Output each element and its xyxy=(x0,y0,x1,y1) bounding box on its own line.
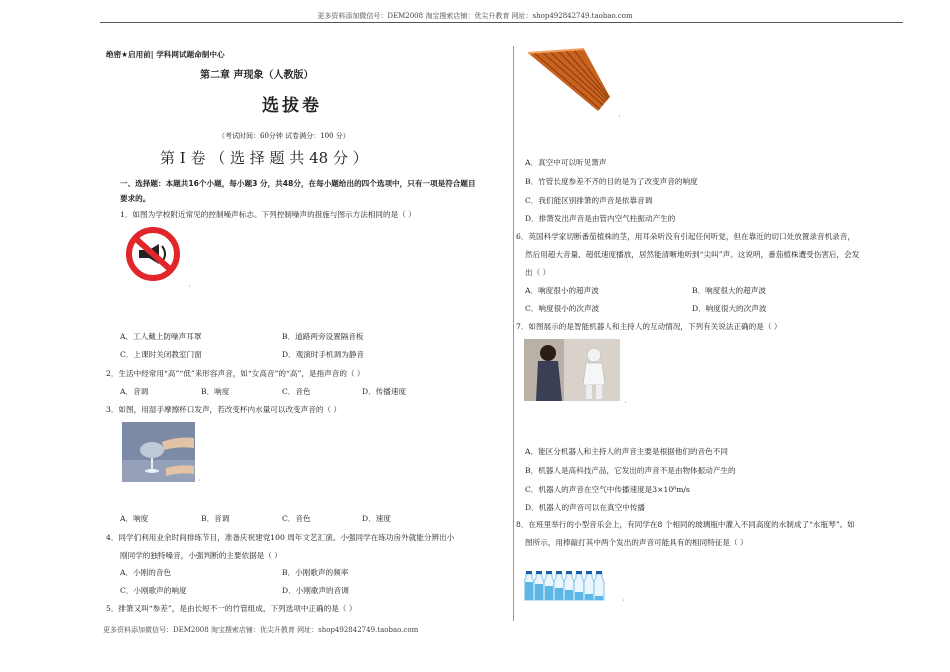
instructions-line-1: 一、选择题：本题共16个小题，每小题3 分，共48分，在每小题给出的四个选项中，只有一项是符合题目 xyxy=(120,179,476,188)
robot-interaction-photo xyxy=(524,339,620,401)
question-5: 5．排箫又叫“参差”，是由长短不一的竹管组成，下列选项中正确的是（ ） xyxy=(106,604,357,613)
q4-option-a: A．小刚的音色 xyxy=(120,568,172,577)
q5-option-a: A．真空中可以听见箫声 xyxy=(525,158,607,167)
wine-glass-photo xyxy=(122,422,195,482)
q7-option-c: C．机器人的声音在空气中传播速度是3×10⁸m/s xyxy=(525,485,690,494)
question-6-line-3: 出（ ） xyxy=(525,268,551,277)
question-2: 2．生活中经常用“高”“低”来形容声音，如“女高音”的“高”，是指声音的（ ） xyxy=(106,369,365,378)
q6-option-c: C．响度很小的次声波 xyxy=(525,304,600,313)
q4-option-b: B．小刚歌声的频率 xyxy=(282,568,349,577)
exam-title: 选拔卷 xyxy=(262,96,322,116)
q3-option-c: C．音色 xyxy=(282,514,311,523)
image-mark: ˛ xyxy=(618,110,621,117)
question-3: 3．如图，用湿手摩擦杯口发声，若改变杯内水量可以改变声音的（ ） xyxy=(106,405,342,414)
question-8-line-1: 8．在班里举行的小型音乐会上，有同学在8 个相同的玻璃瓶中灌入不同高度的水制成了“水瓶琴”。如 xyxy=(516,520,855,529)
water-bottles-photo xyxy=(524,562,608,602)
q5-option-d: D．排箫发出声音是由管内空气柱振动产生的 xyxy=(525,214,676,223)
q5-option-b: B．竹管长度参差不齐的目的是为了改变声音的响度 xyxy=(525,177,698,186)
question-6-line-2: 然后用超大音量、超低速度播放，居然能清晰地听到“尖叫”声。这说明，番茄植株遭受伤害后，会发 xyxy=(525,250,860,259)
q2-option-b: B．响度 xyxy=(201,387,230,396)
question-7: 7．如图展示的是智能机器人和主持人的互动情况，下列有关说法正确的是（ ） xyxy=(516,322,782,331)
q6-option-a: A．响度很小的超声波 xyxy=(525,286,599,295)
q5-option-c: C．我们能区别排箫的声音是依靠音调 xyxy=(525,196,653,205)
q3-option-d: D．速度 xyxy=(362,514,391,523)
image-mark: ˛ xyxy=(198,474,201,481)
image-mark: ˛ xyxy=(622,594,625,601)
time-info: （考试时间：60分钟 试卷满分：100 分） xyxy=(218,132,350,140)
q2-option-a: A．音调 xyxy=(120,387,149,396)
instructions-line-2: 要求的。 xyxy=(120,194,151,203)
q1-option-a: A．工人戴上防噪声耳罩 xyxy=(120,332,202,341)
no-horn-sign-icon xyxy=(122,226,184,282)
q7-option-a: A．能区分机器人和主持人的声音主要是根据他们的音色不同 xyxy=(525,447,728,456)
q2-option-c: C．音色 xyxy=(282,387,311,396)
column-divider xyxy=(513,46,514,621)
q7-option-b: B．机器人是高科技产品，它发出的声音不是由物体振动产生的 xyxy=(525,466,736,475)
header-rule xyxy=(100,22,903,23)
image-mark: ˛ xyxy=(624,396,627,403)
q1-option-c: C．上课时关闭教室门窗 xyxy=(120,350,202,359)
panpipe-photo xyxy=(524,47,616,115)
question-4-line-1: 4．同学们利用业余时间排练节目，准备庆祝建党100 周年文艺汇演。小强同学在练功房外就能分辨出小 xyxy=(106,533,455,542)
q6-option-b: B．响度很大的超声波 xyxy=(692,286,766,295)
q1-option-b: B．道路两旁设置隔音板 xyxy=(282,332,364,341)
q4-option-c: C．小刚歌声的响度 xyxy=(120,586,187,595)
question-8-line-2: 图所示，用棒敲打其中两个发出的声音可能具有的相同特征是（ ） xyxy=(525,538,748,547)
q7-option-d: D．机器人的声音可以在真空中传播 xyxy=(525,503,645,512)
q3-option-a: A．响度 xyxy=(120,514,149,523)
volume-title: 第 Ⅰ 卷 （ 选 择 题 共 48 分 ） xyxy=(160,149,368,167)
question-1: 1．如图为学校附近常见的控制噪声标志。下列控制噪声的措施与图示方法相同的是（ ） xyxy=(120,210,416,219)
q3-option-b: B．音调 xyxy=(201,514,230,523)
q2-option-d: D．传播速度 xyxy=(362,387,407,396)
secret-label: 绝密★启用前| 学科网试题命制中心 xyxy=(106,50,225,59)
q6-option-d: D．响度很大的次声波 xyxy=(692,304,767,313)
question-4-line-2: 刚同学的独特嗓音，小强判断的主要依据是（ ） xyxy=(120,551,282,560)
chapter-title: 第二章 声现象（人教版） xyxy=(200,70,314,81)
q1-option-d: D．观演时手机调为静音 xyxy=(282,350,365,359)
page-footer: 更多资料添加微信号：DEM2008 淘宝搜索店铺：优尖升教育 网址：shop492842749.taobao.com xyxy=(103,626,419,634)
image-mark: ˛ xyxy=(188,280,191,287)
question-6-line-1: 6．英国科学家切断番茄植株的茎，用耳朵听没有引起任何听觉，但在靠近的切口处放置录音机录音， xyxy=(516,232,855,241)
q4-option-d: D．小刚歌声的音调 xyxy=(282,586,349,595)
page-header: 更多资料添加微信号：DEM2008 淘宝搜索店铺：优尖升教育 网址：shop492842749.taobao.com xyxy=(317,12,633,20)
